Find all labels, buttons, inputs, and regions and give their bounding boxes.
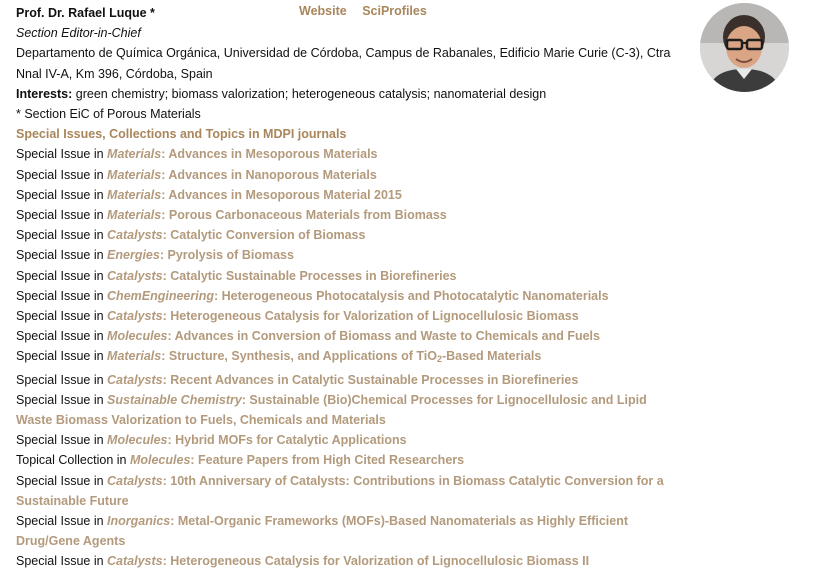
issue-item xyxy=(16,390,686,430)
issue-link[interactable] xyxy=(107,147,377,161)
journal-name: Materials xyxy=(107,349,162,364)
issue-link[interactable] xyxy=(16,474,664,508)
issue-link[interactable] xyxy=(107,228,365,242)
editor-name: Prof. Dr. Rafael Luque * xyxy=(16,6,155,20)
issue-title: : Advances in Conversion of Biomass and Waste to Chemicals and Fuels xyxy=(167,329,600,344)
issue-type-label: Special Issue in xyxy=(16,433,108,448)
issue-link[interactable] xyxy=(107,289,609,303)
issue-item xyxy=(16,266,686,286)
journal-name: Materials xyxy=(107,147,162,162)
avatar-portrait-icon xyxy=(700,3,789,92)
issue-link[interactable] xyxy=(107,168,377,182)
issue-type-label: Special Issue in xyxy=(16,473,108,488)
issue-title: : Heterogeneous Catalysis for Valorization of Lignocellulosic Biomass II xyxy=(162,554,590,569)
issue-link[interactable] xyxy=(107,329,600,343)
issue-title: : 10th Anniversary of Catalysts: Contributions in Biomass Catalytic Conversion for a Sustainable Future xyxy=(16,473,664,508)
issue-link[interactable] xyxy=(107,208,447,222)
issue-title: : Recent Advances in Catalytic Sustainable Processes in Biorefineries xyxy=(162,372,579,387)
issue-type-label: Special Issue in xyxy=(16,147,108,162)
issue-title: : Sustainable (Bio)Chemical Processes for Lignocellulosic and Lipid Waste Biomass Valorization to Fuels, Chemicals and Materials xyxy=(16,392,647,428)
issue-link[interactable] xyxy=(130,453,464,467)
journal-name: Molecules xyxy=(107,329,168,344)
editor-interests xyxy=(16,84,686,104)
issue-link[interactable] xyxy=(107,188,402,202)
issue-type-label: Special Issue in xyxy=(16,554,108,569)
issue-type-label: Special Issue in xyxy=(16,514,108,529)
issue-type-label: Special Issue in xyxy=(16,288,108,303)
issue-link[interactable] xyxy=(16,514,628,548)
journal-name: Catalysts xyxy=(107,309,163,324)
issue-link[interactable] xyxy=(107,349,541,363)
issue-link[interactable] xyxy=(107,373,578,387)
issue-item xyxy=(16,165,686,185)
issue-title: : Catalytic Conversion of Biomass xyxy=(162,228,366,243)
issue-type-label: Special Issue in xyxy=(16,228,108,243)
interests-label: Interests: xyxy=(16,86,73,101)
issue-title: : Porous Carbonaceous Materials from Biomass xyxy=(161,208,447,223)
section-heading xyxy=(16,124,686,144)
issue-item xyxy=(16,286,686,306)
issue-type-label: Special Issue in xyxy=(16,208,108,223)
journal-name: Molecules xyxy=(129,453,191,468)
issue-item xyxy=(16,205,686,225)
issue-title: : Feature Papers from High Cited Researchers xyxy=(190,453,465,468)
issue-type-label: Special Issue in xyxy=(16,167,108,182)
issue-link[interactable] xyxy=(107,309,579,323)
issue-title: : Advances in Mesoporous Materials xyxy=(161,147,378,162)
issue-item xyxy=(16,144,686,164)
issue-item xyxy=(16,511,686,551)
issue-title: : Heterogeneous Photocatalysis and Photocatalytic Nanomaterials xyxy=(214,288,609,303)
issue-link[interactable] xyxy=(107,554,589,568)
issue-title: : Catalytic Sustainable Processes in Biorefineries xyxy=(162,268,457,283)
journal-name: Catalysts xyxy=(107,473,163,488)
issue-title-end: -Based Materials xyxy=(441,349,542,364)
editor-note: * Section EiC of Porous Materials xyxy=(16,107,201,122)
issue-item xyxy=(16,326,686,346)
journal-name: Materials xyxy=(107,208,162,223)
journal-name: Catalysts xyxy=(107,268,163,283)
journal-name: Sustainable Chemistry xyxy=(107,392,242,407)
issue-title: : Pyrolysis of Biomass xyxy=(159,248,294,263)
journal-name: Materials xyxy=(107,187,162,202)
section-heading-link[interactable]: Special Issues, Collections and Topics in MDPI journals xyxy=(16,127,347,142)
journal-name: ChemEngineering xyxy=(107,288,214,303)
editor-profile xyxy=(16,3,686,572)
issue-link[interactable] xyxy=(16,393,647,427)
journal-name: Inorganics xyxy=(107,514,171,529)
issue-type-label: Special Issue in xyxy=(16,268,108,283)
avatar xyxy=(700,3,789,92)
issue-link[interactable] xyxy=(107,269,456,283)
issue-type-label: Special Issue in xyxy=(16,349,108,364)
issue-type-label: Special Issue in xyxy=(16,248,108,263)
issue-type-label: Special Issue in xyxy=(16,187,108,202)
profile-links xyxy=(299,3,439,20)
journal-name: Materials xyxy=(107,167,162,182)
issue-title: : Advances in Mesoporous Material 2015 xyxy=(161,187,402,202)
journal-name: Catalysts xyxy=(107,372,163,387)
journal-name: Energies xyxy=(107,248,160,263)
journal-name: Molecules xyxy=(107,433,168,448)
issue-type-label: Special Issue in xyxy=(16,329,108,344)
issue-title: : Advances in Nanoporous Materials xyxy=(161,167,377,182)
issue-link[interactable] xyxy=(107,433,407,447)
issue-type-label: Special Issue in xyxy=(16,309,108,324)
issue-list xyxy=(16,144,686,571)
issue-type-label: Special Issue in xyxy=(16,372,108,387)
interests-text: green chemistry; biomass valorization; heterogeneous catalysis; nanomaterial design xyxy=(75,86,547,101)
issue-item xyxy=(16,370,686,390)
issue-title: : Hybrid MOFs for Catalytic Applications xyxy=(167,433,407,448)
editor-affiliation: Departamento de Química Orgánica, Universidad de Córdoba, Campus de Rabanales, Edificio Marie Curie (C-3), Ctra Nnal IV-A, Km 396, Córdoba, Spain xyxy=(16,46,671,81)
journal-name: Catalysts xyxy=(107,228,163,243)
journal-name: Catalysts xyxy=(107,554,163,569)
issue-item xyxy=(16,551,686,571)
editor-role: Section Editor-in-Chief xyxy=(16,26,141,41)
issue-type-label: Topical Collection in xyxy=(16,453,130,468)
issue-item xyxy=(16,306,686,326)
sciprofiles-link[interactable]: SciProfiles xyxy=(362,4,427,18)
issue-type-label: Special Issue in xyxy=(16,392,108,407)
issue-title-subscript: 2 xyxy=(436,354,442,365)
issue-item xyxy=(16,430,686,450)
issue-title: : Metal-Organic Frameworks (MOFs)-Based Nanomaterials as Highly Efficient Drug/Gene Agents xyxy=(16,514,629,549)
issue-link[interactable] xyxy=(107,248,294,262)
issue-item xyxy=(16,450,686,470)
issue-item xyxy=(16,471,686,511)
issue-item xyxy=(16,346,686,369)
issue-title: : Structure, Synthesis, and Applications of TiO xyxy=(161,349,437,364)
issue-title: : Heterogeneous Catalysis for Valorization of Lignocellulosic Biomass xyxy=(162,309,579,324)
issue-item xyxy=(16,225,686,245)
issue-item xyxy=(16,245,686,265)
issue-item xyxy=(16,185,686,205)
website-link[interactable]: Website xyxy=(299,4,347,18)
